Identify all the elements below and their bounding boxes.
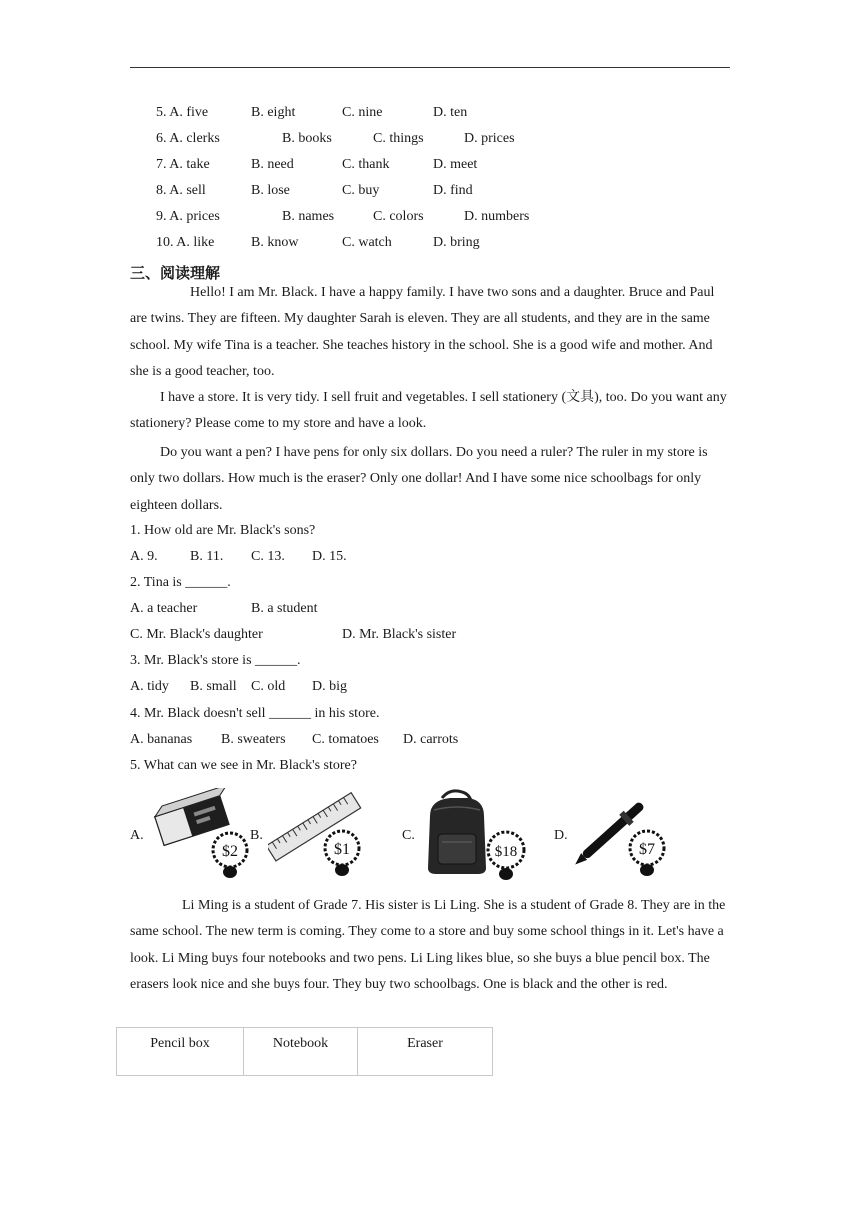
option-d: D. bring [433, 235, 480, 250]
eraser-price: $2 [222, 843, 238, 860]
table-header-notebook: Notebook [244, 1028, 358, 1076]
option-b: B. eight [251, 105, 296, 120]
question-2-stem: 2. Tina is ______. [130, 575, 231, 590]
option-a: 9. A. prices [156, 209, 220, 224]
passage2-paragraph-1: Li Ming is a student of Grade 7. His sister is Li Ling. She is a student of Grade 8. They are in the same school. The new term is coming. They come to a store and buy some school things in it. Let's have a look. Li Ming buys four notebooks and two pens. Li Ling likes blue, so she buys a blue pencil box. The erasers look nice and she buys four. They buy two schoolbags. One is black and the other is red. [130, 898, 726, 992]
question-2-options-row2 [130, 625, 730, 645]
pen-icon [575, 788, 670, 883]
ruler-price: $1 [334, 841, 350, 858]
option-d: D. big [312, 679, 347, 694]
option-c: C. colors [373, 209, 424, 224]
question-3-stem: 3. Mr. Black's store is ______. [130, 653, 301, 668]
option-a: A. bananas [130, 732, 193, 747]
option-d: D. Mr. Black's sister [342, 627, 457, 642]
option-d: D. ten [433, 105, 468, 120]
option-d-label: D. [554, 828, 568, 843]
option-a: 7. A. take [156, 157, 210, 172]
question-3-options [130, 677, 730, 697]
option-c: C. tomatoes [312, 732, 379, 747]
option-c: C. 13. [251, 549, 285, 564]
option-b: B. lose [251, 183, 290, 198]
passage1-paragraph-3: Do you want a pen? I have pens for only six dollars. Do you need a ruler? The ruler in my store is only two dollars. How much is the eraser? Only one dollar! And I have some nice schoolbags for only eighteen dollars. [130, 445, 708, 513]
option-a: 6. A. clerks [156, 131, 220, 146]
option-a: 5. A. five [156, 105, 209, 120]
purchase-table [116, 1027, 493, 1076]
option-a: 10. A. like [156, 235, 215, 250]
option-b: B. names [282, 209, 335, 224]
option-a: A. a teacher [130, 601, 198, 616]
option-a: 8. A. sell [156, 183, 206, 198]
option-b: B. sweaters [221, 732, 286, 747]
option-c-label: C. [402, 828, 415, 843]
section-title: 三、阅读理解 [130, 264, 221, 282]
pen-price: $7 [639, 841, 655, 858]
option-a: A. tidy [130, 679, 169, 694]
option-c: C. nine [342, 105, 383, 120]
option-d: D. carrots [403, 732, 459, 747]
option-b: B. need [251, 157, 294, 172]
header-rule [130, 67, 730, 68]
option-c: C. old [251, 679, 286, 694]
table-header-eraser: Eraser [358, 1028, 493, 1076]
option-d: D. numbers [464, 209, 530, 224]
option-c: C. Mr. Black's daughter [130, 627, 263, 642]
option-c: C. things [373, 131, 424, 146]
table-header-pencil-box: Pencil box [117, 1028, 244, 1076]
option-d: D. meet [433, 157, 478, 172]
option-b-label: B. [250, 828, 263, 843]
option-b: B. small [190, 679, 237, 694]
option-a: A. 9. [130, 549, 158, 564]
bag-price: $18 [494, 844, 518, 860]
option-b: B. 11. [190, 549, 224, 564]
table-row [117, 1028, 493, 1076]
option-c: C. watch [342, 235, 392, 250]
option-d: D. 15. [312, 549, 347, 564]
question-4-stem: 4. Mr. Black doesn't sell ______ in his store. [130, 706, 380, 721]
passage1-paragraph-1: Hello! I am Mr. Black. I have a happy family. I have two sons and a daughter. Bruce and Paul are twins. They are fifteen. My daughter Sarah is eleven. They are all students, and they are in the same school. My wife Tina is a teacher. She teaches history in the school. She is a good wife and mother. And she is a good teacher, too. [130, 285, 715, 379]
eraser-icon [145, 788, 250, 883]
question-1-stem: 1. How old are Mr. Black's sons? [130, 523, 316, 538]
option-d: D. prices [464, 131, 515, 146]
question-5-stem: 5. What can we see in Mr. Black's store? [130, 758, 357, 773]
option-d: D. find [433, 183, 473, 198]
question-1-options [130, 547, 730, 567]
ruler-icon [268, 786, 368, 881]
option-b: B. books [282, 131, 332, 146]
question-2-options-row1 [130, 599, 730, 619]
option-c: C. thank [342, 157, 390, 172]
passage1-paragraph-2: I have a store. It is very tidy. I sell fruit and vegetables. I sell stationery (文具), too. Do you want any stationery? Please come to my store and have a look. [130, 390, 727, 432]
schoolbag-icon [420, 786, 530, 884]
option-a-label: A. [130, 828, 144, 843]
option-c: C. buy [342, 183, 380, 198]
option-b: B. a student [251, 601, 318, 616]
option-b: B. know [251, 235, 299, 250]
question-4-options [130, 730, 730, 750]
